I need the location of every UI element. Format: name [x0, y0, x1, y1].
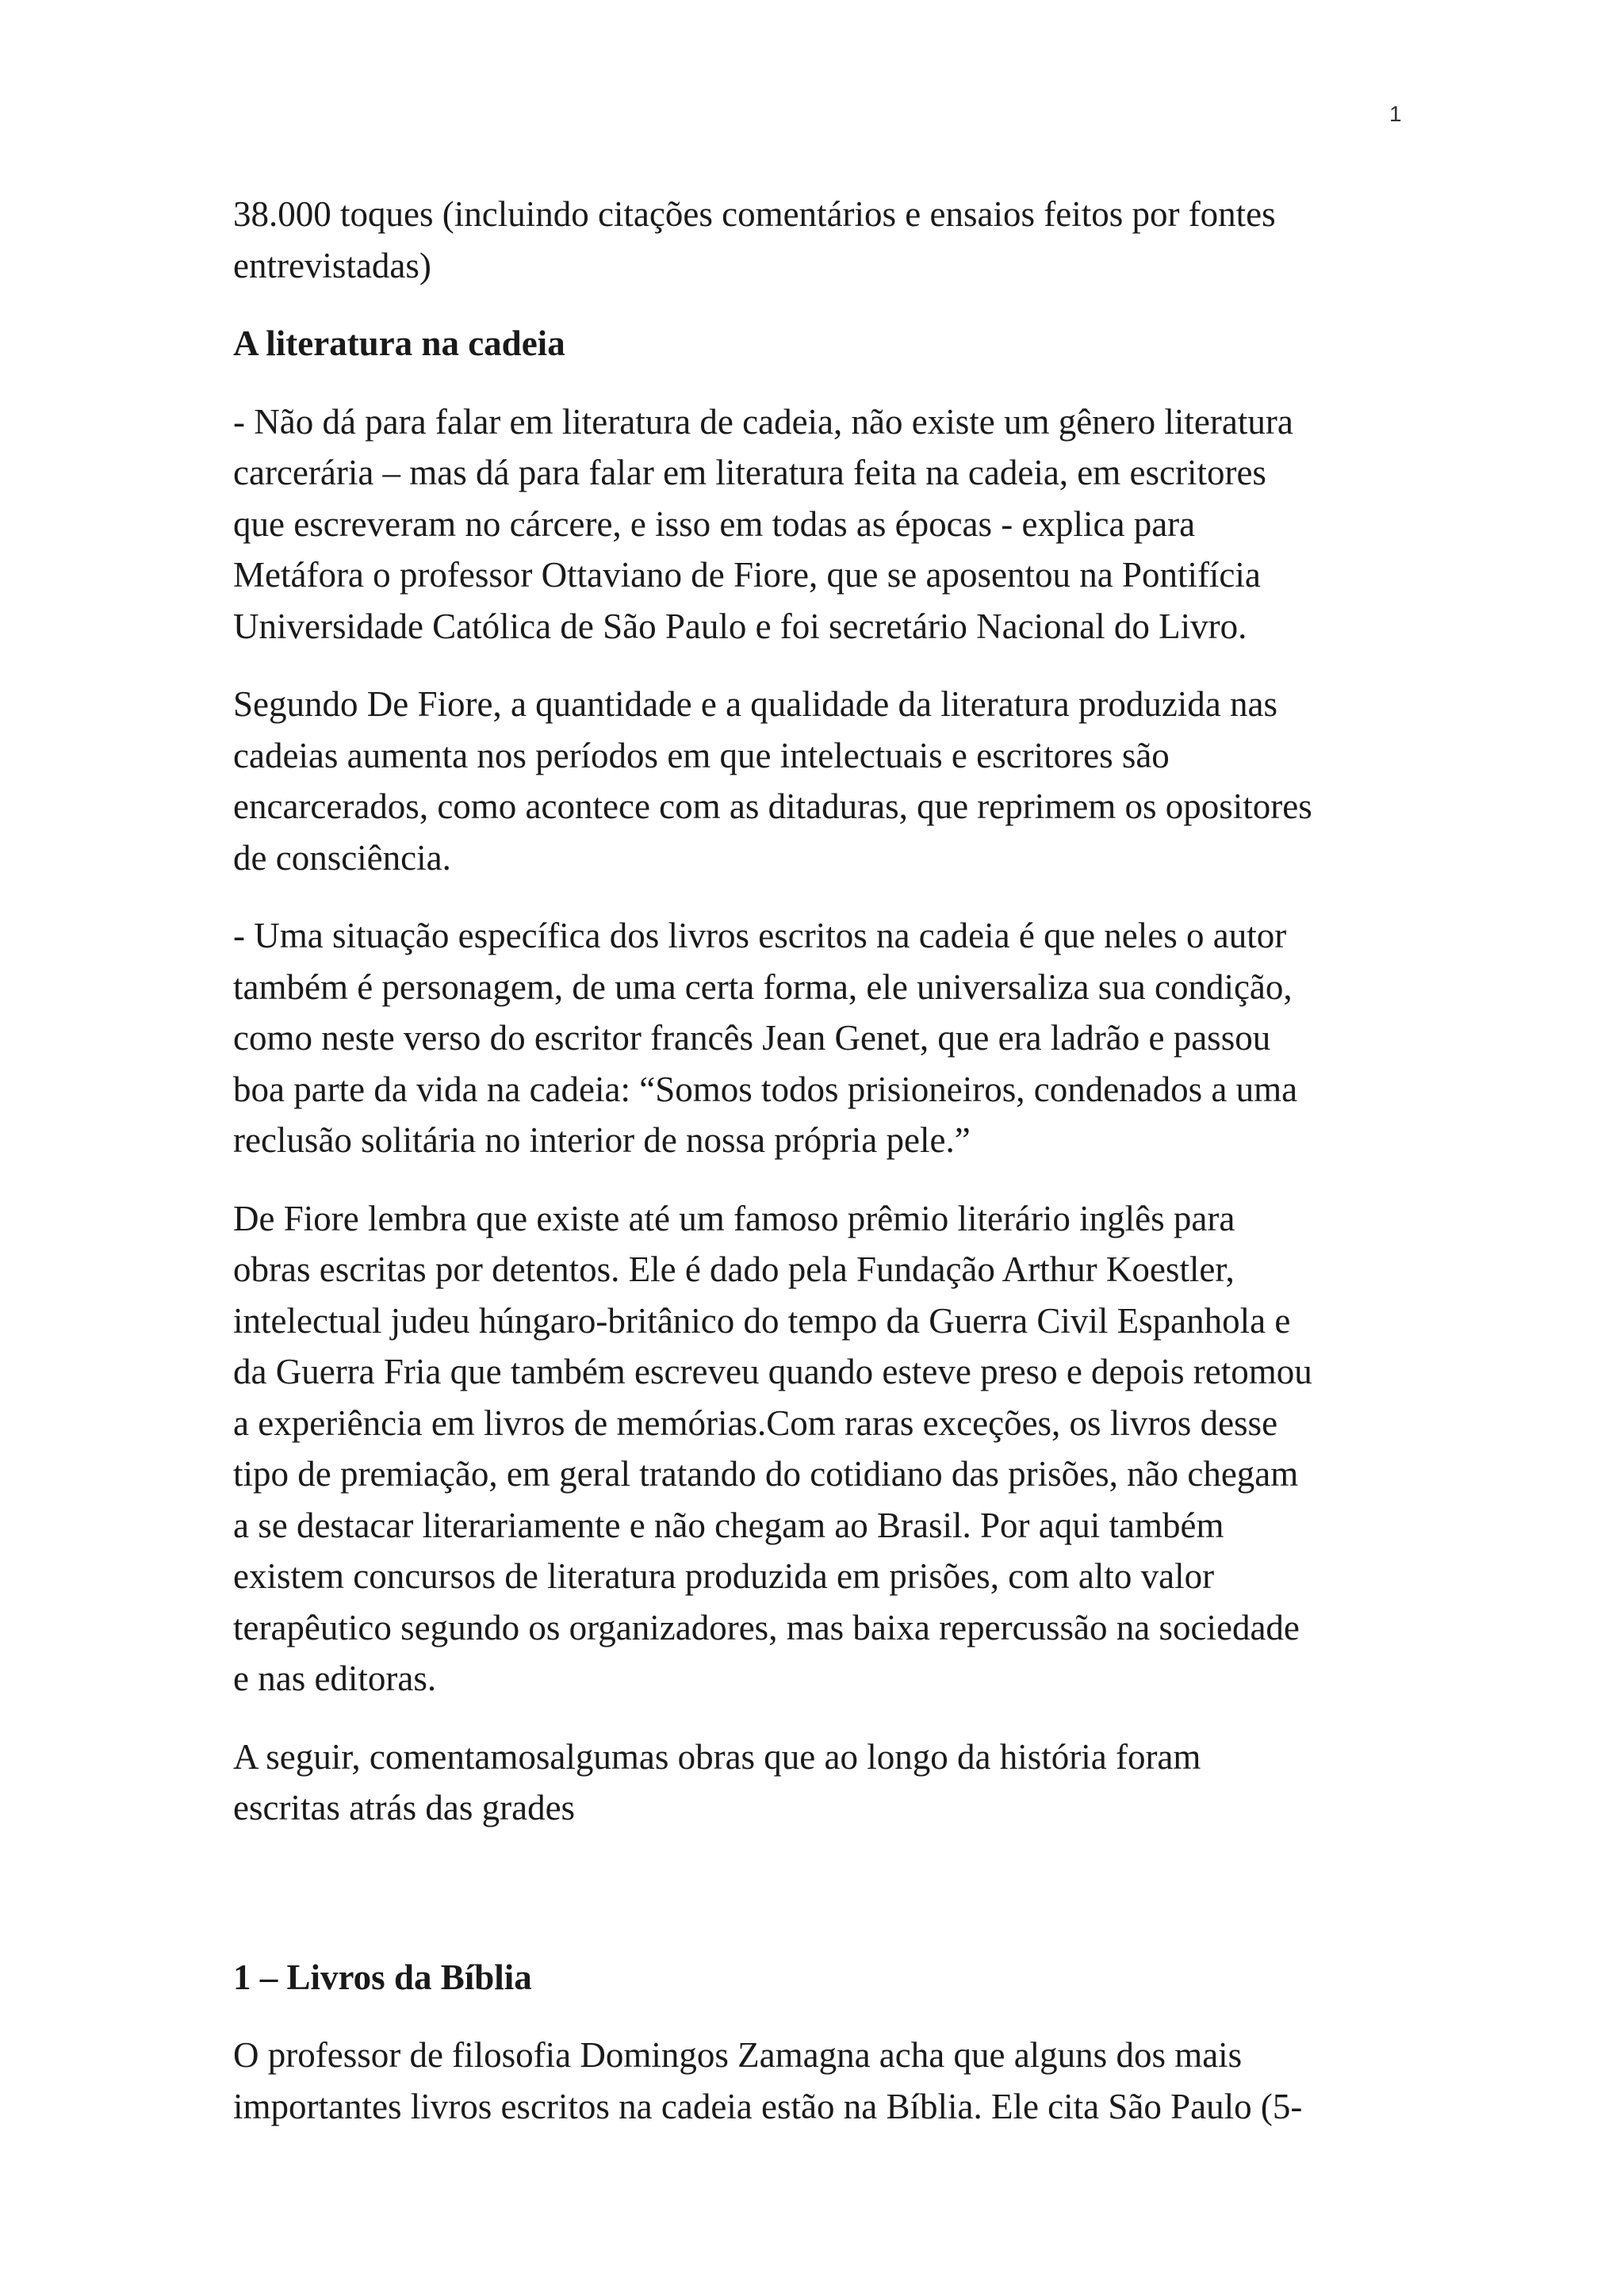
page-number: 1: [1389, 101, 1402, 126]
text-line: Segundo De Fiore, a quantidade e a qualidade da literatura produzida nas: [233, 684, 1278, 724]
text-line: - Uma situação específica dos livros escritos na cadeia é que neles o autor: [233, 916, 1287, 955]
text-line: carcerária – mas dá para falar em literatura feita na cadeia, em escritores: [233, 453, 1266, 492]
text-line: a experiência em livros de memórias.Com raras exceções, os livros desse: [233, 1402, 1278, 1443]
text-line: da Guerra Fria que também escreveu quando esteve preso e depois retomou: [233, 1352, 1312, 1391]
section-heading: 1 – Livros da Bíblia: [233, 1957, 532, 1997]
text-line: obras escritas por detentos. Ele é dado pela Fundação Arthur Koestler,: [233, 1249, 1235, 1289]
document-title: A literatura na cadeia: [233, 323, 565, 363]
paragraph-3: [233, 910, 1407, 1166]
text-line: De Fiore lembra que existe até um famoso prêmio literário inglês para: [233, 1198, 1235, 1238]
text-line: intelectual judeu húngaro-britânico do tempo da Guerra Civil Espanhola e: [233, 1300, 1291, 1341]
text-line: O professor de filosofia Domingos Zamagna acha que alguns dos mais: [233, 2035, 1243, 2075]
text-line: entrevistadas): [233, 245, 431, 285]
text-line: - Não dá para falar em literatura de cadeia, não existe um gênero literatura: [233, 401, 1293, 442]
paragraph-2: [233, 679, 1407, 883]
text-line: A seguir, comentamosalgumas obras que ao longo da história foram: [233, 1736, 1201, 1777]
text-line: boa parte da vida na cadeia: “Somos todos prisioneiros, condenados a uma: [233, 1069, 1298, 1109]
paragraph-6: [233, 2030, 1407, 2132]
text-line: Universidade Católica de São Paulo e foi secretário Nacional do Livro.: [233, 606, 1247, 646]
text-line: tipo de premiação, em geral tratando do cotidiano das prisões, não chegam: [233, 1454, 1299, 1494]
text-line: existem concursos de literatura produzida em prisões, com alto valor: [233, 1556, 1215, 1596]
text-line: e nas editoras.: [233, 1659, 437, 1698]
text-line: encarcerados, como acontece com as ditaduras, que reprimem os opositores: [233, 786, 1312, 826]
document-body: [233, 189, 1407, 2159]
text-line: como neste verso do escritor francês Jean Genet, que era ladrão e passou: [233, 1018, 1271, 1058]
paragraph-5: [233, 1732, 1407, 1834]
intro-paragraph: [233, 189, 1407, 291]
text-line: reclusão solitária no interior de nossa própria pele.”: [233, 1120, 971, 1160]
text-line: também é personagem, de uma certa forma, ele universaliza sua condição,: [233, 966, 1293, 1007]
text-line: cadeias aumenta nos períodos em que intelectuais e escritores são: [233, 735, 1170, 775]
text-line: de consciência.: [233, 837, 451, 878]
text-line: terapêutico segundo os organizadores, mas baixa repercussão na sociedade: [233, 1607, 1300, 1647]
text-line: Metáfora o professor Ottaviano de Fiore, que se aposentou na Pontifícia: [233, 555, 1261, 595]
paragraph-1: [233, 396, 1407, 652]
section-spacer: [233, 1861, 1407, 1952]
text-line: que escreveram no cárcere, e isso em todas as épocas - explica para: [233, 503, 1196, 544]
text-line: 38.000 toques (incluindo citações comentários e ensaios feitos por fontes: [233, 194, 1276, 234]
text-line: escritas atrás das grades: [233, 1788, 576, 1827]
paragraph-4: [233, 1193, 1407, 1705]
text-line: a se destacar literariamente e não chegam ao Brasil. Por aqui também: [233, 1505, 1224, 1545]
text-line: importantes livros escritos na cadeia estão na Bíblia. Ele cita São Paulo (5-: [233, 2086, 1303, 2126]
